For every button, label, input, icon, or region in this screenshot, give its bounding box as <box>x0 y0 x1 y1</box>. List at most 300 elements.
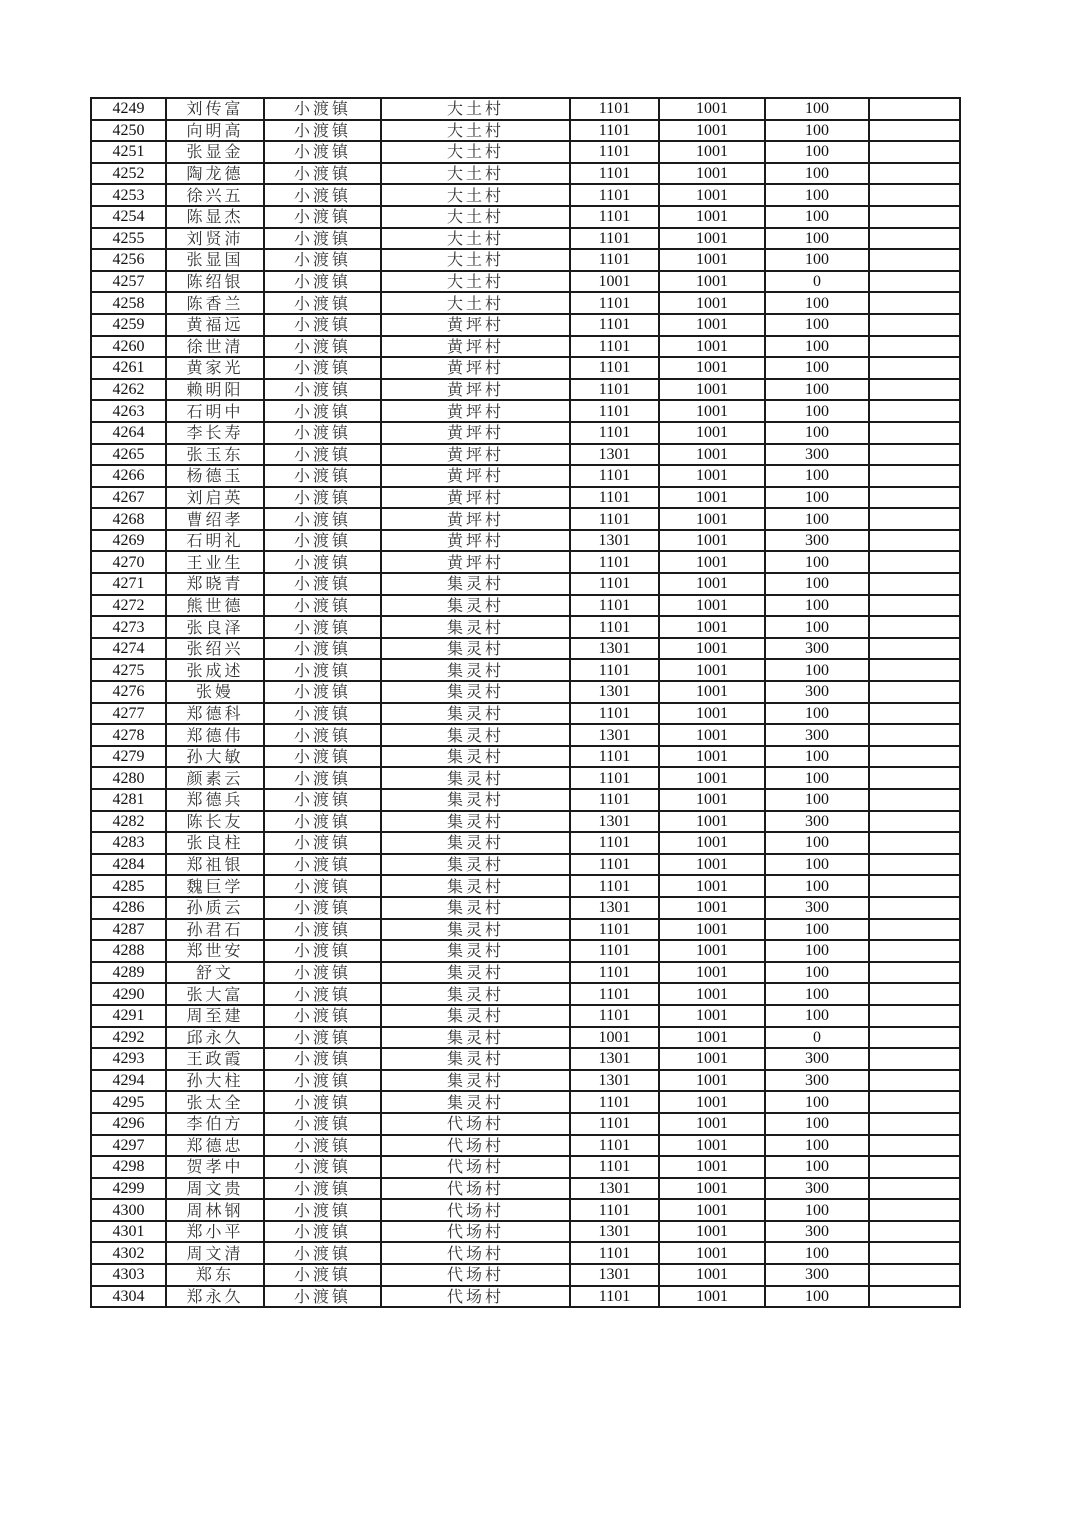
code-b-cell: 1001 <box>659 1091 765 1113</box>
name-cell: 周林钢 <box>166 1199 264 1221</box>
town-cell: 小渡镇 <box>264 444 381 466</box>
name-cell: 孙君石 <box>166 919 264 941</box>
code-a-cell: 1101 <box>570 551 659 573</box>
table-row <box>91 854 960 876</box>
row-number-cell: 4282 <box>91 811 166 833</box>
amount-cell: 0 <box>765 271 869 293</box>
row-number-cell: 4249 <box>91 98 166 120</box>
code-b-cell: 1001 <box>659 573 765 595</box>
amount-cell: 100 <box>765 659 869 681</box>
row-number-cell: 4298 <box>91 1156 166 1178</box>
note-cell <box>869 379 960 401</box>
amount-cell: 100 <box>765 206 869 228</box>
town-cell: 小渡镇 <box>264 1113 381 1135</box>
code-a-cell: 1101 <box>570 1242 659 1264</box>
village-cell: 代场村 <box>381 1286 570 1308</box>
table-row <box>91 595 960 617</box>
code-a-cell: 1301 <box>570 1221 659 1243</box>
name-cell: 刘启英 <box>166 487 264 509</box>
note-cell <box>869 1221 960 1243</box>
code-a-cell: 1301 <box>570 638 659 660</box>
note-cell <box>869 854 960 876</box>
name-cell: 魏巨学 <box>166 875 264 897</box>
amount-cell: 100 <box>765 919 869 941</box>
amount-cell: 100 <box>765 595 869 617</box>
code-a-cell: 1301 <box>570 897 659 919</box>
code-a-cell: 1101 <box>570 422 659 444</box>
note-cell <box>869 206 960 228</box>
name-cell: 杨德玉 <box>166 465 264 487</box>
amount-cell: 100 <box>765 746 869 768</box>
row-number-cell: 4293 <box>91 1048 166 1070</box>
village-cell: 集灵村 <box>381 681 570 703</box>
table-row <box>91 98 960 120</box>
code-a-cell: 1101 <box>570 1135 659 1157</box>
table-row <box>91 163 960 185</box>
name-cell: 郑祖银 <box>166 854 264 876</box>
note-cell <box>869 983 960 1005</box>
row-number-cell: 4262 <box>91 379 166 401</box>
code-a-cell: 1101 <box>570 487 659 509</box>
row-number-cell: 4294 <box>91 1070 166 1092</box>
village-cell: 大土村 <box>381 120 570 142</box>
code-b-cell: 1001 <box>659 314 765 336</box>
code-b-cell: 1001 <box>659 120 765 142</box>
village-cell: 集灵村 <box>381 811 570 833</box>
town-cell: 小渡镇 <box>264 1242 381 1264</box>
note-cell <box>869 1027 960 1049</box>
village-cell: 黄坪村 <box>381 336 570 358</box>
amount-cell: 100 <box>765 940 869 962</box>
name-cell: 郑德科 <box>166 703 264 725</box>
row-number-cell: 4301 <box>91 1221 166 1243</box>
table-row <box>91 897 960 919</box>
row-number-cell: 4277 <box>91 703 166 725</box>
village-cell: 黄坪村 <box>381 422 570 444</box>
name-cell: 陈显杰 <box>166 206 264 228</box>
code-b-cell: 1001 <box>659 1005 765 1027</box>
note-cell <box>869 357 960 379</box>
table-row <box>91 184 960 206</box>
amount-cell: 100 <box>765 551 869 573</box>
code-a-cell: 1301 <box>570 530 659 552</box>
amount-cell: 100 <box>765 962 869 984</box>
amount-cell: 100 <box>765 314 869 336</box>
row-number-cell: 4279 <box>91 746 166 768</box>
table-row <box>91 724 960 746</box>
name-cell: 郑东 <box>166 1264 264 1286</box>
village-cell: 集灵村 <box>381 659 570 681</box>
amount-cell: 100 <box>765 875 869 897</box>
note-cell <box>869 897 960 919</box>
village-cell: 黄坪村 <box>381 487 570 509</box>
amount-cell: 100 <box>765 1199 869 1221</box>
row-number-cell: 4284 <box>91 854 166 876</box>
code-a-cell: 1301 <box>570 1048 659 1070</box>
town-cell: 小渡镇 <box>264 659 381 681</box>
amount-cell: 100 <box>765 1156 869 1178</box>
code-b-cell: 1001 <box>659 897 765 919</box>
town-cell: 小渡镇 <box>264 746 381 768</box>
code-a-cell: 1301 <box>570 1070 659 1092</box>
row-number-cell: 4261 <box>91 357 166 379</box>
code-b-cell: 1001 <box>659 1135 765 1157</box>
village-cell: 集灵村 <box>381 962 570 984</box>
note-cell <box>869 551 960 573</box>
amount-cell: 100 <box>765 228 869 250</box>
village-cell: 集灵村 <box>381 789 570 811</box>
note-cell <box>869 1113 960 1135</box>
row-number-cell: 4287 <box>91 919 166 941</box>
name-cell: 贺孝中 <box>166 1156 264 1178</box>
table-row <box>91 422 960 444</box>
amount-cell: 100 <box>765 184 869 206</box>
name-cell: 郑德伟 <box>166 724 264 746</box>
code-b-cell: 1001 <box>659 98 765 120</box>
code-b-cell: 1001 <box>659 638 765 660</box>
name-cell: 王政霞 <box>166 1048 264 1070</box>
village-cell: 大土村 <box>381 206 570 228</box>
code-a-cell: 1101 <box>570 746 659 768</box>
code-b-cell: 1001 <box>659 703 765 725</box>
village-cell: 集灵村 <box>381 724 570 746</box>
code-b-cell: 1001 <box>659 400 765 422</box>
note-cell <box>869 767 960 789</box>
amount-cell: 300 <box>765 1070 869 1092</box>
amount-cell: 100 <box>765 141 869 163</box>
row-number-cell: 4257 <box>91 271 166 293</box>
row-number-cell: 4283 <box>91 832 166 854</box>
code-a-cell: 1301 <box>570 1178 659 1200</box>
note-cell <box>869 530 960 552</box>
code-b-cell: 1001 <box>659 1113 765 1135</box>
amount-cell: 100 <box>765 120 869 142</box>
amount-cell: 100 <box>765 465 869 487</box>
note-cell <box>869 703 960 725</box>
town-cell: 小渡镇 <box>264 983 381 1005</box>
row-number-cell: 4265 <box>91 444 166 466</box>
village-cell: 集灵村 <box>381 767 570 789</box>
village-cell: 代场村 <box>381 1178 570 1200</box>
village-cell: 集灵村 <box>381 919 570 941</box>
town-cell: 小渡镇 <box>264 789 381 811</box>
table-row <box>91 336 960 358</box>
code-a-cell: 1101 <box>570 314 659 336</box>
village-cell: 黄坪村 <box>381 314 570 336</box>
roster-table-body <box>91 98 960 1307</box>
table-row <box>91 638 960 660</box>
name-cell: 周文清 <box>166 1242 264 1264</box>
village-cell: 集灵村 <box>381 638 570 660</box>
row-number-cell: 4271 <box>91 573 166 595</box>
row-number-cell: 4274 <box>91 638 166 660</box>
amount-cell: 300 <box>765 530 869 552</box>
note-cell <box>869 141 960 163</box>
amount-cell: 300 <box>765 1178 869 1200</box>
name-cell: 刘贤沛 <box>166 228 264 250</box>
name-cell: 孙大柱 <box>166 1070 264 1092</box>
village-cell: 黄坪村 <box>381 379 570 401</box>
town-cell: 小渡镇 <box>264 163 381 185</box>
name-cell: 王业生 <box>166 551 264 573</box>
table-row <box>91 1027 960 1049</box>
name-cell: 张显国 <box>166 249 264 271</box>
code-b-cell: 1001 <box>659 1286 765 1308</box>
name-cell: 赖明阳 <box>166 379 264 401</box>
note-cell <box>869 508 960 530</box>
note-cell <box>869 271 960 293</box>
name-cell: 陈香兰 <box>166 292 264 314</box>
roster-table <box>90 97 961 1308</box>
name-cell: 李长寿 <box>166 422 264 444</box>
village-cell: 黄坪村 <box>381 357 570 379</box>
code-b-cell: 1001 <box>659 1221 765 1243</box>
table-row <box>91 832 960 854</box>
code-a-cell: 1101 <box>570 163 659 185</box>
name-cell: 张绍兴 <box>166 638 264 660</box>
code-a-cell: 1101 <box>570 141 659 163</box>
town-cell: 小渡镇 <box>264 1199 381 1221</box>
village-cell: 集灵村 <box>381 875 570 897</box>
village-cell: 黄坪村 <box>381 444 570 466</box>
row-number-cell: 4273 <box>91 616 166 638</box>
town-cell: 小渡镇 <box>264 422 381 444</box>
code-a-cell: 1101 <box>570 400 659 422</box>
town-cell: 小渡镇 <box>264 616 381 638</box>
name-cell: 陶龙德 <box>166 163 264 185</box>
town-cell: 小渡镇 <box>264 962 381 984</box>
amount-cell: 100 <box>765 1135 869 1157</box>
name-cell: 徐世清 <box>166 336 264 358</box>
town-cell: 小渡镇 <box>264 1156 381 1178</box>
table-row <box>91 1221 960 1243</box>
name-cell: 刘传富 <box>166 98 264 120</box>
row-number-cell: 4300 <box>91 1199 166 1221</box>
code-b-cell: 1001 <box>659 832 765 854</box>
amount-cell: 100 <box>765 379 869 401</box>
note-cell <box>869 444 960 466</box>
town-cell: 小渡镇 <box>264 595 381 617</box>
code-a-cell: 1101 <box>570 1199 659 1221</box>
name-cell: 邱永久 <box>166 1027 264 1049</box>
amount-cell: 100 <box>765 983 869 1005</box>
name-cell: 舒文 <box>166 962 264 984</box>
name-cell: 黄福远 <box>166 314 264 336</box>
code-a-cell: 1101 <box>570 357 659 379</box>
name-cell: 李伯方 <box>166 1113 264 1135</box>
code-b-cell: 1001 <box>659 595 765 617</box>
town-cell: 小渡镇 <box>264 1135 381 1157</box>
row-number-cell: 4276 <box>91 681 166 703</box>
note-cell <box>869 228 960 250</box>
amount-cell: 300 <box>765 681 869 703</box>
name-cell: 郑世安 <box>166 940 264 962</box>
town-cell: 小渡镇 <box>264 379 381 401</box>
name-cell: 郑小平 <box>166 1221 264 1243</box>
table-row <box>91 465 960 487</box>
code-b-cell: 1001 <box>659 919 765 941</box>
village-cell: 代场村 <box>381 1156 570 1178</box>
town-cell: 小渡镇 <box>264 854 381 876</box>
code-b-cell: 1001 <box>659 163 765 185</box>
table-row <box>91 1070 960 1092</box>
village-cell: 集灵村 <box>381 1091 570 1113</box>
name-cell: 郑永久 <box>166 1286 264 1308</box>
row-number-cell: 4280 <box>91 767 166 789</box>
row-number-cell: 4297 <box>91 1135 166 1157</box>
row-number-cell: 4304 <box>91 1286 166 1308</box>
town-cell: 小渡镇 <box>264 357 381 379</box>
code-b-cell: 1001 <box>659 465 765 487</box>
table-row <box>91 314 960 336</box>
code-b-cell: 1001 <box>659 854 765 876</box>
code-b-cell: 1001 <box>659 1199 765 1221</box>
table-row <box>91 206 960 228</box>
row-number-cell: 4295 <box>91 1091 166 1113</box>
note-cell <box>869 1005 960 1027</box>
code-b-cell: 1001 <box>659 681 765 703</box>
town-cell: 小渡镇 <box>264 811 381 833</box>
town-cell: 小渡镇 <box>264 1091 381 1113</box>
code-a-cell: 1101 <box>570 919 659 941</box>
code-a-cell: 1101 <box>570 249 659 271</box>
town-cell: 小渡镇 <box>264 1221 381 1243</box>
code-a-cell: 1101 <box>570 595 659 617</box>
row-number-cell: 4275 <box>91 659 166 681</box>
code-b-cell: 1001 <box>659 487 765 509</box>
town-cell: 小渡镇 <box>264 508 381 530</box>
amount-cell: 100 <box>765 487 869 509</box>
code-b-cell: 1001 <box>659 875 765 897</box>
row-number-cell: 4286 <box>91 897 166 919</box>
name-cell: 郑德兵 <box>166 789 264 811</box>
village-cell: 代场村 <box>381 1264 570 1286</box>
code-b-cell: 1001 <box>659 249 765 271</box>
amount-cell: 100 <box>765 854 869 876</box>
village-cell: 集灵村 <box>381 573 570 595</box>
table-row <box>91 249 960 271</box>
code-b-cell: 1001 <box>659 422 765 444</box>
table-row <box>91 1178 960 1200</box>
town-cell: 小渡镇 <box>264 919 381 941</box>
code-a-cell: 1101 <box>570 184 659 206</box>
village-cell: 黄坪村 <box>381 465 570 487</box>
note-cell <box>869 681 960 703</box>
note-cell <box>869 1286 960 1308</box>
table-row <box>91 1113 960 1135</box>
note-cell <box>869 120 960 142</box>
table-row <box>91 983 960 1005</box>
row-number-cell: 4291 <box>91 1005 166 1027</box>
name-cell: 周文贵 <box>166 1178 264 1200</box>
town-cell: 小渡镇 <box>264 1048 381 1070</box>
name-cell: 张良柱 <box>166 832 264 854</box>
table-row <box>91 1286 960 1308</box>
table-row <box>91 357 960 379</box>
note-cell <box>869 832 960 854</box>
code-b-cell: 1001 <box>659 962 765 984</box>
table-row <box>91 1264 960 1286</box>
code-b-cell: 1001 <box>659 292 765 314</box>
note-cell <box>869 184 960 206</box>
village-cell: 集灵村 <box>381 746 570 768</box>
table-row <box>91 616 960 638</box>
row-number-cell: 4256 <box>91 249 166 271</box>
code-a-cell: 1101 <box>570 962 659 984</box>
table-row <box>91 530 960 552</box>
note-cell <box>869 1264 960 1286</box>
row-number-cell: 4296 <box>91 1113 166 1135</box>
town-cell: 小渡镇 <box>264 703 381 725</box>
amount-cell: 300 <box>765 444 869 466</box>
table-row <box>91 1242 960 1264</box>
town-cell: 小渡镇 <box>264 98 381 120</box>
town-cell: 小渡镇 <box>264 314 381 336</box>
note-cell <box>869 163 960 185</box>
name-cell: 孙质云 <box>166 897 264 919</box>
town-cell: 小渡镇 <box>264 1005 381 1027</box>
note-cell <box>869 292 960 314</box>
code-a-cell: 1101 <box>570 854 659 876</box>
amount-cell: 100 <box>765 400 869 422</box>
row-number-cell: 4288 <box>91 940 166 962</box>
name-cell: 张良泽 <box>166 616 264 638</box>
code-a-cell: 1101 <box>570 379 659 401</box>
table-row <box>91 551 960 573</box>
amount-cell: 100 <box>765 336 869 358</box>
amount-cell: 300 <box>765 724 869 746</box>
name-cell: 郑晓青 <box>166 573 264 595</box>
amount-cell: 100 <box>765 98 869 120</box>
table-row <box>91 1048 960 1070</box>
village-cell: 集灵村 <box>381 595 570 617</box>
amount-cell: 100 <box>765 703 869 725</box>
code-a-cell: 1101 <box>570 1005 659 1027</box>
village-cell: 集灵村 <box>381 832 570 854</box>
row-number-cell: 4302 <box>91 1242 166 1264</box>
note-cell <box>869 98 960 120</box>
table-row <box>91 919 960 941</box>
table-row <box>91 1091 960 1113</box>
village-cell: 黄坪村 <box>381 508 570 530</box>
code-a-cell: 1101 <box>570 465 659 487</box>
village-cell: 集灵村 <box>381 897 570 919</box>
code-b-cell: 1001 <box>659 1027 765 1049</box>
note-cell <box>869 1156 960 1178</box>
code-a-cell: 1101 <box>570 703 659 725</box>
village-cell: 大土村 <box>381 271 570 293</box>
table-row <box>91 789 960 811</box>
town-cell: 小渡镇 <box>264 1178 381 1200</box>
code-b-cell: 1001 <box>659 940 765 962</box>
row-number-cell: 4253 <box>91 184 166 206</box>
note-cell <box>869 1178 960 1200</box>
table-row <box>91 508 960 530</box>
row-number-cell: 4285 <box>91 875 166 897</box>
code-a-cell: 1101 <box>570 573 659 595</box>
town-cell: 小渡镇 <box>264 638 381 660</box>
amount-cell: 100 <box>765 573 869 595</box>
table-row <box>91 120 960 142</box>
village-cell: 大土村 <box>381 249 570 271</box>
town-cell: 小渡镇 <box>264 897 381 919</box>
town-cell: 小渡镇 <box>264 228 381 250</box>
code-b-cell: 1001 <box>659 228 765 250</box>
code-b-cell: 1001 <box>659 767 765 789</box>
town-cell: 小渡镇 <box>264 724 381 746</box>
table-row <box>91 811 960 833</box>
note-cell <box>869 595 960 617</box>
